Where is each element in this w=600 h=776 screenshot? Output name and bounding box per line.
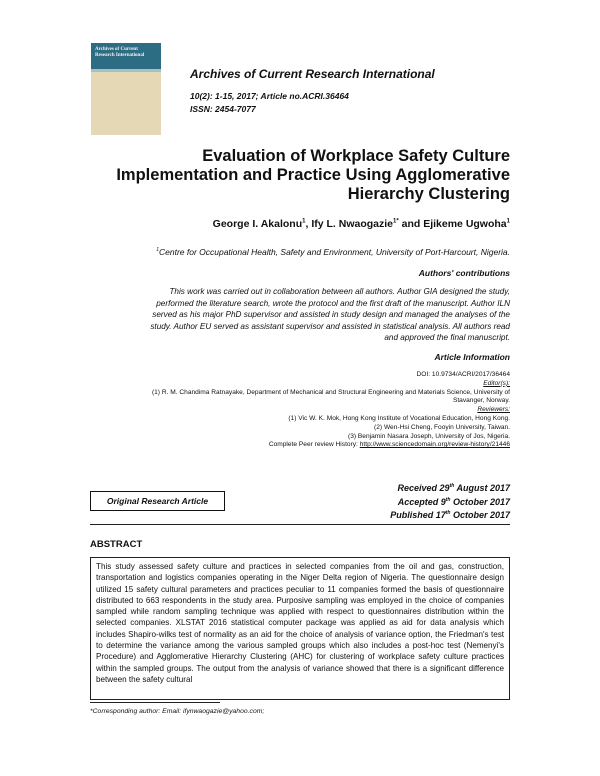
contrib-line: This work was carried out in collaboration between all authors. Author GIA designed the study, bbox=[169, 287, 510, 296]
doi: DOI: 10.9734/ACRI/2017/36464 bbox=[416, 371, 510, 378]
date-sup: th bbox=[445, 510, 451, 516]
editor-label: Editor(s): bbox=[483, 379, 510, 387]
author-separator: and bbox=[398, 218, 424, 230]
abstract-text: This study assessed safety culture and practices in selected companies from the oil and gas, construction, transportation and logistics companies operating in the Niger Delta region of Nigeria. The questionnaire design utilized 15 safety cultural parameters and practices peculiar to 11 companies formed the basis of questionnaire distributed to 663 respondents in the study area. Purposive sampling was employed in the choice of companies sampled while random sampling technique was applied with respect to questionnaires distribution within the selected companies. XLSTAT 2016 statistical computer package was applied as aid for data analysis which includes Shapiro-wilks test of normality as an aid for the choice of analysis of variance option, the Friedman's test to determine the variance among the various sampled groups which also includes a post-hoc test (Nemenyi's Procedure) and Agglomerative Hierarchy Clustering (AHC) for clustering of workplace safety culture practices within the sampled groups. The output from the analysis of variance showed that there is a significant difference between the safety cultural bbox=[96, 562, 504, 684]
author-name: Ejikeme Ugwoha bbox=[423, 218, 507, 230]
title-line: Evaluation of Workplace Safety Culture bbox=[202, 147, 510, 165]
date-text: Accepted 9 bbox=[397, 496, 446, 507]
published-date bbox=[390, 508, 510, 522]
date-text: Published 17 bbox=[390, 510, 446, 520]
cover-title: Archives of Current Research International bbox=[95, 47, 145, 58]
abstract-box bbox=[90, 557, 510, 700]
contrib-line: study. Author EU served as assistant supervisor and assisted in statistical analysis. All authors read bbox=[150, 321, 510, 331]
article-type-badge: Original Research Article bbox=[90, 491, 225, 511]
publication-dates bbox=[390, 481, 510, 522]
affiliation-sup: 1 bbox=[156, 247, 159, 254]
author-name: Ify L. Nwaogazie bbox=[311, 218, 394, 230]
editor-line: (1) R. M. Chandima Ratnayake, Department of Mechanical and Structural Engineering and Materials Science, University of bbox=[151, 388, 510, 396]
date-text: Received 29 bbox=[397, 483, 450, 493]
contrib-line: and approved the final manuscript. bbox=[384, 333, 510, 343]
reviewers-label: Reviewers: bbox=[477, 406, 510, 414]
date-text: August 2017 bbox=[454, 483, 510, 493]
footnote-divider bbox=[90, 702, 220, 703]
title-line: Hierarchy Clustering bbox=[347, 185, 510, 203]
contributions-text bbox=[70, 286, 510, 344]
journal-cover-image bbox=[91, 43, 161, 135]
author-separator: , bbox=[305, 218, 312, 230]
issn-line: ISSN: 2454-7077 bbox=[190, 104, 256, 114]
author-affil-sup: 1 bbox=[302, 218, 306, 225]
reviewer-line: (3) Benjamin Nasara Joseph, University of Jos, Nigeria. bbox=[348, 432, 510, 440]
affiliation bbox=[156, 247, 510, 257]
author-name: George I. Akalonu bbox=[212, 218, 303, 230]
abstract-heading: ABSTRACT bbox=[90, 539, 143, 550]
peer-review-label: Complete Peer review History: bbox=[268, 441, 360, 449]
accepted-date bbox=[390, 495, 510, 509]
date-sup: th bbox=[449, 483, 455, 489]
cover-strip bbox=[91, 69, 161, 72]
date-sup: th bbox=[445, 496, 451, 503]
contrib-line: served as his major PhD supervisor and assisted in study design and managed the analyses of the bbox=[152, 310, 510, 320]
reviewer-line: (1) Vic W. K. Mok, Hong Kong Institute of Vocational Education, Hong Kong. bbox=[288, 414, 510, 422]
article-info bbox=[70, 371, 510, 450]
divider bbox=[90, 524, 510, 525]
author-list bbox=[213, 218, 510, 230]
volume-line: 10(2): 1-15, 2017; Article no.ACRI.36464 bbox=[190, 91, 349, 101]
date-text: October 2017 bbox=[450, 510, 510, 520]
affiliation-text: Centre for Occupational Health, Safety and Environment, University of Port-Harcourt, Nigeria. bbox=[158, 247, 510, 257]
author-affil-sup: 1 bbox=[506, 218, 510, 225]
author-affil-sup: 1* bbox=[393, 218, 399, 225]
received-date bbox=[390, 481, 510, 495]
paper-title bbox=[70, 147, 510, 204]
corresponding-author-footnote: *Corresponding author: Email: ifynwaogazie@yahoo.com; bbox=[90, 708, 265, 715]
date-text: October 2017 bbox=[450, 496, 510, 507]
title-line: Implementation and Practice Using Agglomerative bbox=[116, 166, 510, 184]
editor-line: Stavanger, Norway. bbox=[452, 397, 510, 405]
journal-name: Archives of Current Research International bbox=[190, 67, 435, 81]
contributions-heading: Authors' contributions bbox=[418, 268, 510, 278]
reviewer-line: (2) Wen-Hsi Cheng, Fooyin University, Taiwan. bbox=[374, 423, 510, 431]
article-info-heading: Article Information bbox=[434, 352, 510, 362]
contrib-line: performed the literature search, wrote the protocol and the first draft of the manuscript. Author ILN bbox=[156, 298, 510, 308]
peer-review-link[interactable]: http://www.sciencedomain.org/review-history/21446 bbox=[359, 441, 510, 449]
